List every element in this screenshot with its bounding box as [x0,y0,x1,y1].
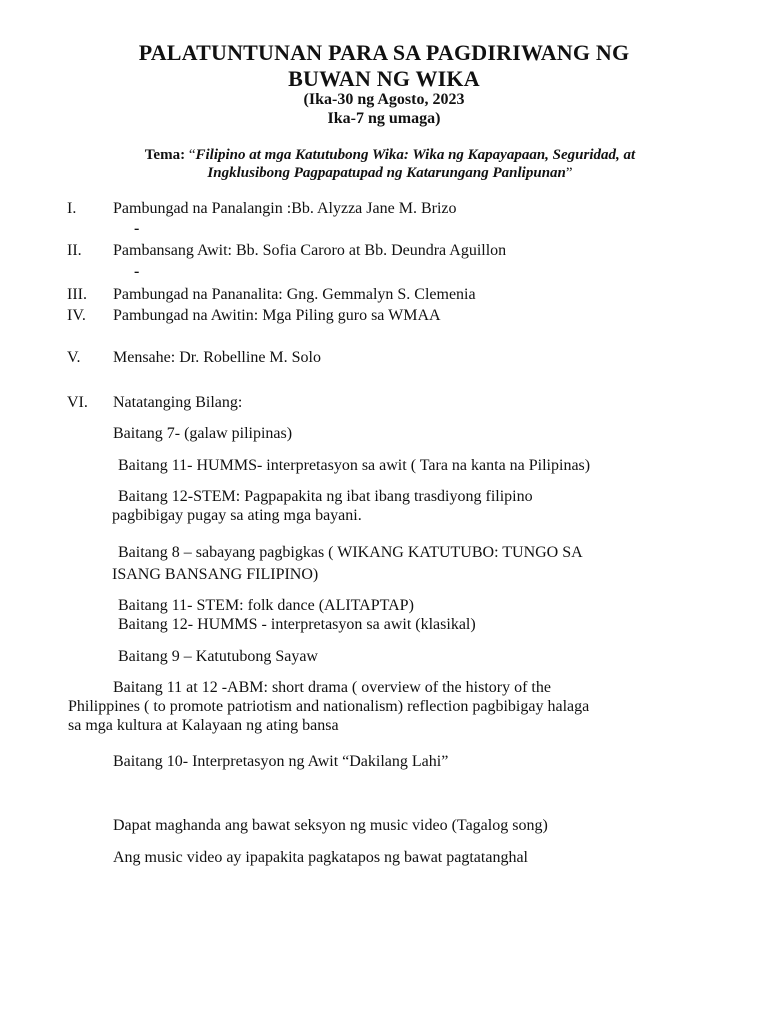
program-item-dash: - [134,263,140,280]
theme-text-line1: Filipino at mga Katutubong Wika: Wika ng Kapayapaan, Seguridad, at [195,147,636,163]
grade-11-humms-number: Baitang 11- HUMMS- interpretasyon sa awit ( Tara na kanta na Pilipinas) [118,457,591,474]
program-item-dash: - [134,220,140,237]
grade-11-stem-number: Baitang 11- STEM: folk dance (ALITAPTAP) [118,597,414,614]
grade-12-humms-number: Baitang 12- HUMMS - interpretasyon sa awit (klasikal) [118,616,476,633]
event-date: (Ika-30 ng Agosto, 2023 [303,91,465,108]
grade-10-number: Baitang 10- Interpretasyon ng Awit “Dakilang Lahi” [113,753,449,770]
program-item-text: Pambungad na Awitin: Mga Piling guro sa WMAA [113,307,441,324]
note-music-video: Dapat maghanda ang bawat seksyon ng music video (Tagalog song) [113,817,548,834]
program-item-text: Pambungad na Pananalita: Gng. Gemmalyn S. Clemenia [113,286,476,303]
abm-line2: Philippines ( to promote patriotism and nationalism) reflection pagbibigay halaga [68,698,590,715]
program-item-text: Pambungad na Panalangin :Bb. Alyzza Jane M. Brizo [113,200,457,217]
note-presentation: Ang music video ay ipapakita pagkatapos ng bawat pagtatanghal [113,849,528,866]
grade-7-number: Baitang 7- (galaw pilipinas) [113,425,293,442]
grade-12-stem-line2: pagbibigay pugay sa ating mga bayani. [112,507,362,524]
theme-open-quote: “ [185,147,196,163]
grade-12-stem-line1: Baitang 12-STEM: Pagpapakita ng ibat ibang trasdiyong filipino [118,488,533,505]
event-time: Ika-7 ng umaga) [327,110,441,127]
theme-line1 [60,146,720,164]
program-item-number: III. [67,286,87,303]
theme-text-line2: Ingklusibong Pagpapatupad ng Katarungang Panlipunan [207,165,566,181]
program-item-text: Pambansang Awit: Bb. Sofia Caroro at Bb. Deundra Aguillon [113,242,507,259]
program-item-number: V. [67,349,81,366]
program-item-number: VI. [67,394,88,411]
program-item-number: IV. [67,307,86,324]
abm-line3: sa mga kultura at Kalayaan ng ating bansa [68,717,339,734]
document-title-line2: BUWAN NG WIKA [288,66,480,91]
program-item-number: I. [67,200,77,217]
theme-label: Tema: [144,147,186,163]
program-item-text: Natatanging Bilang: [113,394,243,411]
theme-line2 [60,164,720,182]
grade-8-line1: Baitang 8 – sabayang pagbigkas ( WIKANG KATUTUBO: TUNGO SA [118,544,583,561]
theme-close-quote: ” [565,165,573,181]
program-item-text: Mensahe: Dr. Robelline M. Solo [113,349,321,366]
document-title-line1: PALATUNTUNAN PARA SA PAGDIRIWANG NG [138,40,630,65]
program-item-number: II. [67,242,82,259]
abm-line1: Baitang 11 at 12 -ABM: short drama ( overview of the history of the [113,679,551,696]
grade-9-number: Baitang 9 – Katutubong Sayaw [118,648,318,665]
grade-8-line2: ISANG BANSANG FILIPINO) [112,566,319,583]
